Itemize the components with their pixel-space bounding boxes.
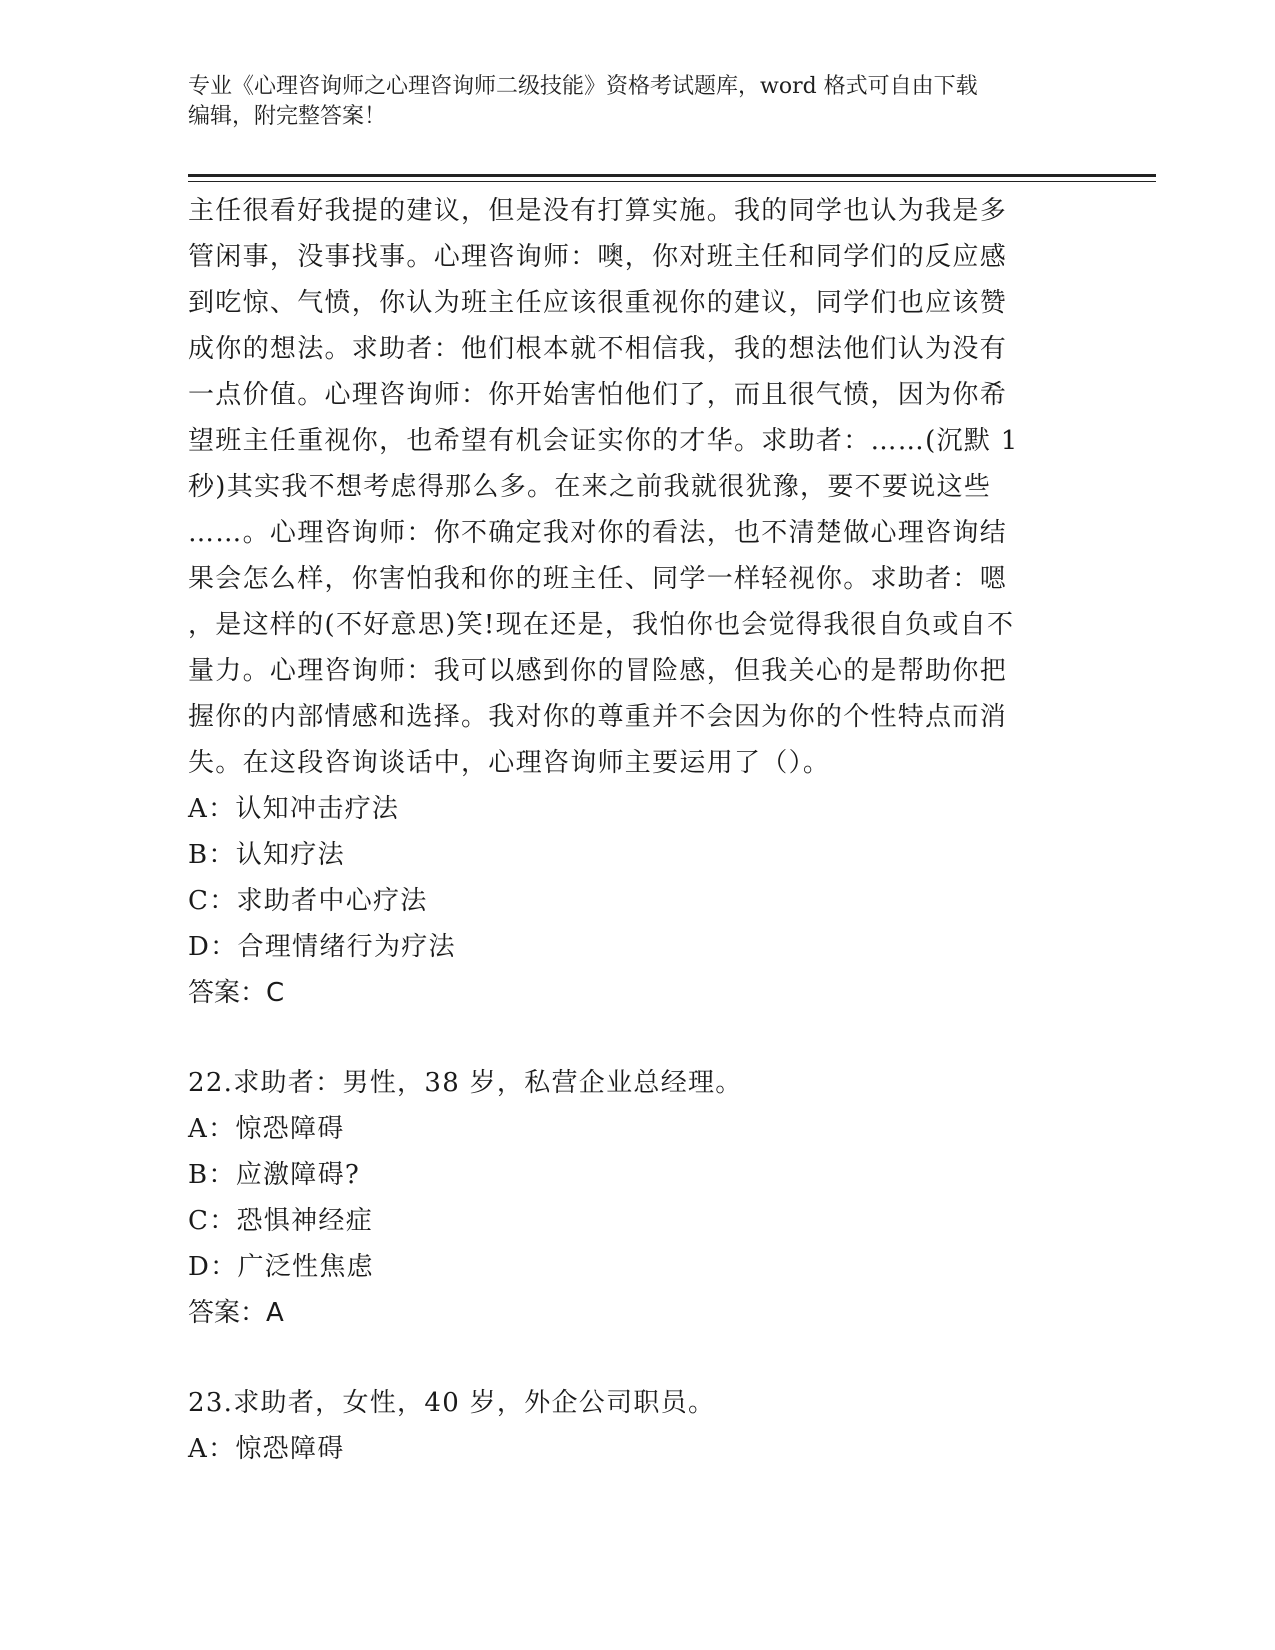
document-body <box>188 188 1088 1472</box>
answer-text: 答案：A <box>188 1298 284 1328</box>
header-line-1: 专业《心理咨询师之心理咨询师二级技能》资格考试题库，word 格式可自由下载 <box>188 74 978 99</box>
passage-line: 秒)其实我不想考虑得那么多。在来之前我就很犹豫，要不要说这些 <box>188 472 992 502</box>
question-stem: 23.求助者，女性，40 岁，外企公司职员。 <box>188 1388 716 1418</box>
option-a: A：惊恐障碍 <box>188 1114 345 1144</box>
passage-line: 一点价值。心理咨询师：你开始害怕他们了，而且很气愤，因为你希 <box>188 380 1008 410</box>
option-b: B：认知疗法 <box>188 840 345 870</box>
answer-text: 答案：C <box>188 978 285 1008</box>
section-gap <box>188 1336 1088 1358</box>
question-21-passage <box>188 188 1088 1016</box>
passage-line: 望班主任重视你，也希望有机会证实你的才华。求助者：……(沉默 1 <box>188 426 1019 456</box>
header-divider-thick <box>188 174 1156 177</box>
header-line-2: 编辑，附完整答案！ <box>188 104 387 129</box>
passage-line: ，是这样的(不好意思)笑!现在还是，我怕你也会觉得我很自负或自不 <box>188 610 1015 640</box>
passage-line: 管闲事，没事找事。心理咨询师：噢，你对班主任和同学们的反应感 <box>188 242 1008 272</box>
header-divider-thin <box>188 181 1156 182</box>
passage-line: 到吃惊、气愤，你认为班主任应该很重视你的建议，同学们也应该赞 <box>188 288 1008 318</box>
passage-line: 成你的想法。求助者：他们根本就不相信我，我的想法他们认为没有 <box>188 334 1008 364</box>
question-22 <box>188 1060 1088 1336</box>
section-gap <box>188 1016 1088 1038</box>
passage-line: 主任很看好我提的建议，但是没有打算实施。我的同学也认为我是多 <box>188 196 1008 226</box>
option-c: C：求助者中心疗法 <box>188 886 428 916</box>
section-gap <box>188 1358 1088 1380</box>
passage-line: 握你的内部情感和选择。我对你的尊重并不会因为你的个性特点而消 <box>188 702 1008 732</box>
option-d: D：合理情绪行为疗法 <box>188 932 456 962</box>
document-header <box>188 72 1088 132</box>
option-a: A：惊恐障碍 <box>188 1434 345 1464</box>
option-a: A：认知冲击疗法 <box>188 794 400 824</box>
passage-line: 量力。心理咨询师：我可以感到你的冒险感，但我关心的是帮助你把 <box>188 656 1008 686</box>
option-b: B：应激障碍? <box>188 1160 361 1190</box>
question-stem: 22.求助者：男性，38 岁，私营企业总经理。 <box>188 1068 743 1098</box>
option-c: C：恐惧神经症 <box>188 1206 373 1236</box>
question-23 <box>188 1380 1088 1472</box>
passage-line: 果会怎么样，你害怕我和你的班主任、同学一样轻视你。求助者：嗯 <box>188 564 1008 594</box>
passage-line: 失。在这段咨询谈话中，心理咨询师主要运用了（）。 <box>188 748 831 778</box>
option-d: D：广泛性焦虑 <box>188 1252 374 1282</box>
passage-line: ……。心理咨询师：你不确定我对你的看法，也不清楚做心理咨询结 <box>188 518 1008 548</box>
section-gap <box>188 1038 1088 1060</box>
